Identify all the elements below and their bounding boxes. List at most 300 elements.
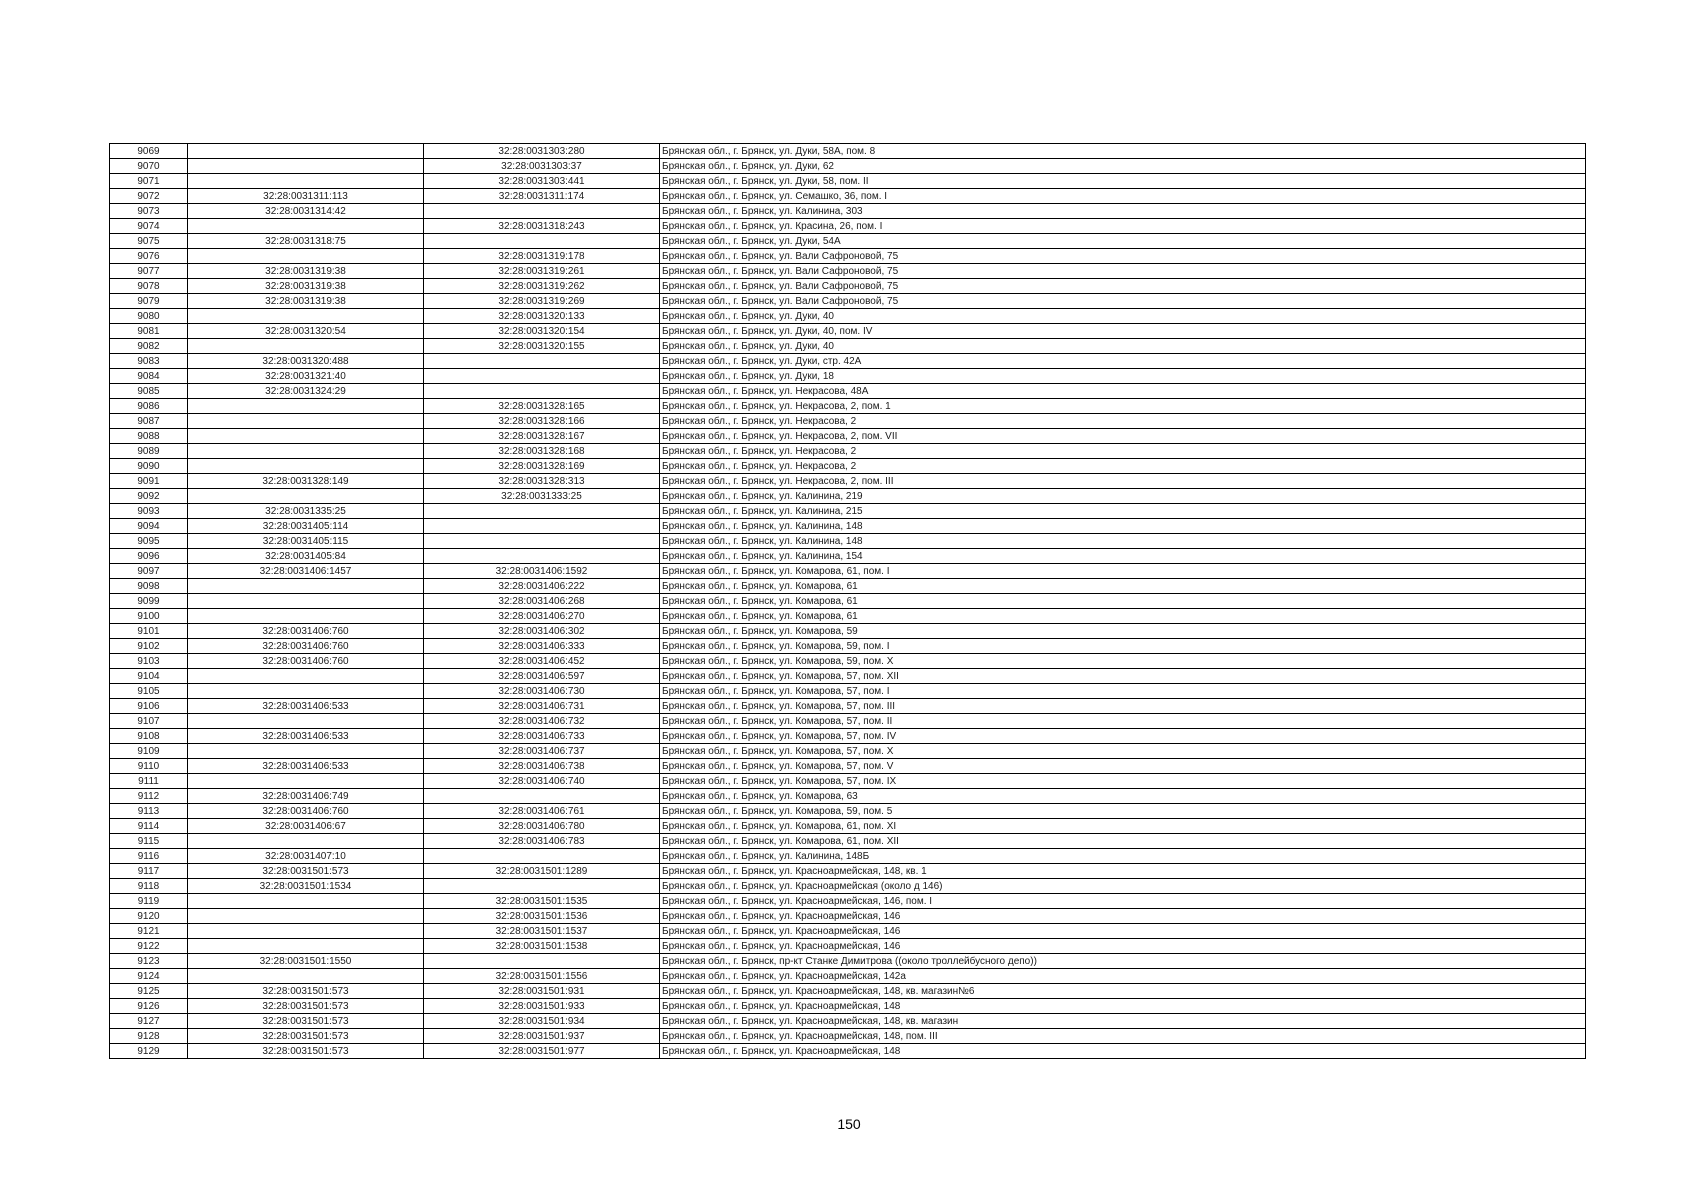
- row-number-cell: 9120: [110, 909, 188, 924]
- table-row: [110, 699, 1586, 714]
- address-cell: Брянская обл., г. Брянск, ул. Калинина, 219: [660, 489, 1586, 504]
- row-number-cell: 9107: [110, 714, 188, 729]
- table-row: [110, 894, 1586, 909]
- parcel-cadastral-number-cell: 32:28:0031406:760: [188, 804, 424, 819]
- parcel-cadastral-number-cell: 32:28:0031318:75: [188, 234, 424, 249]
- table-row: [110, 834, 1586, 849]
- premises-cadastral-number-cell: [424, 849, 660, 864]
- premises-cadastral-number-cell: [424, 354, 660, 369]
- row-number-cell: 9119: [110, 894, 188, 909]
- table-row: [110, 819, 1586, 834]
- table-row: [110, 744, 1586, 759]
- table-row: [110, 159, 1586, 174]
- premises-cadastral-number-cell: 32:28:0031501:931: [424, 984, 660, 999]
- parcel-cadastral-number-cell: [188, 894, 424, 909]
- parcel-cadastral-number-cell: 32:28:0031405:114: [188, 519, 424, 534]
- parcel-cadastral-number-cell: [188, 444, 424, 459]
- parcel-cadastral-number-cell: [188, 429, 424, 444]
- parcel-cadastral-number-cell: 32:28:0031406:760: [188, 624, 424, 639]
- table-row: [110, 969, 1586, 984]
- row-number-cell: 9125: [110, 984, 188, 999]
- row-number-cell: 9096: [110, 549, 188, 564]
- premises-cadastral-number-cell: 32:28:0031328:168: [424, 444, 660, 459]
- parcel-cadastral-number-cell: [188, 459, 424, 474]
- premises-cadastral-number-cell: 32:28:0031501:1537: [424, 924, 660, 939]
- table-row: [110, 849, 1586, 864]
- row-number-cell: 9078: [110, 279, 188, 294]
- row-number-cell: 9085: [110, 384, 188, 399]
- row-number-cell: 9112: [110, 789, 188, 804]
- premises-cadastral-number-cell: 32:28:0031303:37: [424, 159, 660, 174]
- table-row: [110, 219, 1586, 234]
- premises-cadastral-number-cell: 32:28:0031406:761: [424, 804, 660, 819]
- address-cell: Брянская обл., г. Брянск, ул. Комарова, 63: [660, 789, 1586, 804]
- premises-cadastral-number-cell: 32:28:0031406:597: [424, 669, 660, 684]
- table-row: [110, 984, 1586, 999]
- row-number-cell: 9071: [110, 174, 188, 189]
- premises-cadastral-number-cell: 32:28:0031319:269: [424, 294, 660, 309]
- table-row: [110, 759, 1586, 774]
- row-number-cell: 9121: [110, 924, 188, 939]
- address-cell: Брянская обл., г. Брянск, ул. Калинина, 148Б: [660, 849, 1586, 864]
- table-row: [110, 249, 1586, 264]
- parcel-cadastral-number-cell: [188, 159, 424, 174]
- row-number-cell: 9108: [110, 729, 188, 744]
- parcel-cadastral-number-cell: [188, 174, 424, 189]
- address-cell: Брянская обл., г. Брянск, ул. Красноармейская (около д 146): [660, 879, 1586, 894]
- row-number-cell: 9101: [110, 624, 188, 639]
- table-row: [110, 909, 1586, 924]
- address-cell: Брянская обл., г. Брянск, ул. Комарова, 57, пом. V: [660, 759, 1586, 774]
- address-cell: Брянская обл., г. Брянск, ул. Красноармейская, 148, пом. III: [660, 1029, 1586, 1044]
- row-number-cell: 9124: [110, 969, 188, 984]
- table-row: [110, 264, 1586, 279]
- address-cell: Брянская обл., г. Брянск, ул. Некрасова, 2: [660, 444, 1586, 459]
- table-row: [110, 279, 1586, 294]
- parcel-cadastral-number-cell: [188, 909, 424, 924]
- register-table: [109, 143, 1586, 1059]
- parcel-cadastral-number-cell: 32:28:0031319:38: [188, 264, 424, 279]
- parcel-cadastral-number-cell: 32:28:0031406:749: [188, 789, 424, 804]
- premises-cadastral-number-cell: 32:28:0031501:1538: [424, 939, 660, 954]
- table-row: [110, 639, 1586, 654]
- table-row: [110, 189, 1586, 204]
- parcel-cadastral-number-cell: 32:28:0031405:115: [188, 534, 424, 549]
- table-row: [110, 1044, 1586, 1059]
- premises-cadastral-number-cell: 32:28:0031501:937: [424, 1029, 660, 1044]
- parcel-cadastral-number-cell: 32:28:0031321:40: [188, 369, 424, 384]
- row-number-cell: 9104: [110, 669, 188, 684]
- address-cell: Брянская обл., г. Брянск, ул. Калинина, 148: [660, 534, 1586, 549]
- address-cell: Брянская обл., г. Брянск, ул. Некрасова, 2: [660, 459, 1586, 474]
- row-number-cell: 9087: [110, 414, 188, 429]
- premises-cadastral-number-cell: [424, 369, 660, 384]
- address-cell: Брянская обл., г. Брянск, пр-кт Станке Димитрова ((около троллейбусного депо)): [660, 954, 1586, 969]
- premises-cadastral-number-cell: 32:28:0031406:733: [424, 729, 660, 744]
- row-number-cell: 9105: [110, 684, 188, 699]
- parcel-cadastral-number-cell: 32:28:0031501:1550: [188, 954, 424, 969]
- premises-cadastral-number-cell: 32:28:0031406:222: [424, 579, 660, 594]
- table-row: [110, 339, 1586, 354]
- parcel-cadastral-number-cell: [188, 834, 424, 849]
- table-row: [110, 384, 1586, 399]
- row-number-cell: 9122: [110, 939, 188, 954]
- row-number-cell: 9088: [110, 429, 188, 444]
- parcel-cadastral-number-cell: [188, 579, 424, 594]
- address-cell: Брянская обл., г. Брянск, ул. Дуки, 58А, пом. 8: [660, 144, 1586, 159]
- address-cell: Брянская обл., г. Брянск, ул. Красноармейская, 146: [660, 909, 1586, 924]
- address-cell: Брянская обл., г. Брянск, ул. Дуки, 40, пом. IV: [660, 324, 1586, 339]
- row-number-cell: 9070: [110, 159, 188, 174]
- premises-cadastral-number-cell: 32:28:0031406:738: [424, 759, 660, 774]
- parcel-cadastral-number-cell: 32:28:0031407:10: [188, 849, 424, 864]
- table-row: [110, 234, 1586, 249]
- premises-cadastral-number-cell: 32:28:0031406:732: [424, 714, 660, 729]
- address-cell: Брянская обл., г. Брянск, ул. Дуки, 62: [660, 159, 1586, 174]
- parcel-cadastral-number-cell: [188, 249, 424, 264]
- premises-cadastral-number-cell: 32:28:0031406:452: [424, 654, 660, 669]
- parcel-cadastral-number-cell: 32:28:0031501:573: [188, 1029, 424, 1044]
- address-cell: Брянская обл., г. Брянск, ул. Вали Сафроновой, 75: [660, 294, 1586, 309]
- parcel-cadastral-number-cell: [188, 144, 424, 159]
- parcel-cadastral-number-cell: [188, 744, 424, 759]
- parcel-cadastral-number-cell: 32:28:0031314:42: [188, 204, 424, 219]
- page-number: 150: [837, 1116, 861, 1132]
- parcel-cadastral-number-cell: [188, 924, 424, 939]
- address-cell: Брянская обл., г. Брянск, ул. Калинина, 148: [660, 519, 1586, 534]
- parcel-cadastral-number-cell: 32:28:0031319:38: [188, 279, 424, 294]
- address-cell: Брянская обл., г. Брянск, ул. Красноармейская, 142а: [660, 969, 1586, 984]
- parcel-cadastral-number-cell: 32:28:0031501:573: [188, 1044, 424, 1059]
- table-row: [110, 354, 1586, 369]
- premises-cadastral-number-cell: [424, 504, 660, 519]
- row-number-cell: 9115: [110, 834, 188, 849]
- table-row: [110, 519, 1586, 534]
- address-cell: Брянская обл., г. Брянск, ул. Дуки, стр. 42А: [660, 354, 1586, 369]
- table-row: [110, 564, 1586, 579]
- premises-cadastral-number-cell: 32:28:0031501:933: [424, 999, 660, 1014]
- row-number-cell: 9072: [110, 189, 188, 204]
- address-cell: Брянская обл., г. Брянск, ул. Комарова, 59: [660, 624, 1586, 639]
- parcel-cadastral-number-cell: 32:28:0031501:573: [188, 1014, 424, 1029]
- table-row: [110, 999, 1586, 1014]
- table-row: [110, 804, 1586, 819]
- table-row: [110, 609, 1586, 624]
- parcel-cadastral-number-cell: 32:28:0031501:1534: [188, 879, 424, 894]
- premises-cadastral-number-cell: [424, 384, 660, 399]
- parcel-cadastral-number-cell: [188, 219, 424, 234]
- address-cell: Брянская обл., г. Брянск, ул. Дуки, 40: [660, 309, 1586, 324]
- parcel-cadastral-number-cell: [188, 969, 424, 984]
- table-row: [110, 324, 1586, 339]
- parcel-cadastral-number-cell: [188, 774, 424, 789]
- premises-cadastral-number-cell: 32:28:0031328:167: [424, 429, 660, 444]
- table-row: [110, 429, 1586, 444]
- address-cell: Брянская обл., г. Брянск, ул. Калинина, 154: [660, 549, 1586, 564]
- row-number-cell: 9093: [110, 504, 188, 519]
- parcel-cadastral-number-cell: 32:28:0031406:533: [188, 759, 424, 774]
- address-cell: Брянская обл., г. Брянск, ул. Вали Сафроновой, 75: [660, 264, 1586, 279]
- premises-cadastral-number-cell: 32:28:0031328:169: [424, 459, 660, 474]
- address-cell: Брянская обл., г. Брянск, ул. Комарова, 57, пом. II: [660, 714, 1586, 729]
- premises-cadastral-number-cell: 32:28:0031501:1535: [424, 894, 660, 909]
- premises-cadastral-number-cell: 32:28:0031406:740: [424, 774, 660, 789]
- address-cell: Брянская обл., г. Брянск, ул. Комарова, 57, пом. XII: [660, 669, 1586, 684]
- row-number-cell: 9098: [110, 579, 188, 594]
- parcel-cadastral-number-cell: [188, 339, 424, 354]
- address-cell: Брянская обл., г. Брянск, ул. Комарова, 57, пом. III: [660, 699, 1586, 714]
- premises-cadastral-number-cell: 32:28:0031406:302: [424, 624, 660, 639]
- row-number-cell: 9126: [110, 999, 188, 1014]
- premises-cadastral-number-cell: 32:28:0031303:280: [424, 144, 660, 159]
- table-row: [110, 504, 1586, 519]
- table-row: [110, 789, 1586, 804]
- premises-cadastral-number-cell: 32:28:0031333:25: [424, 489, 660, 504]
- premises-cadastral-number-cell: 32:28:0031328:165: [424, 399, 660, 414]
- address-cell: Брянская обл., г. Брянск, ул. Красноармейская, 148, кв. 1: [660, 864, 1586, 879]
- row-number-cell: 9084: [110, 369, 188, 384]
- row-number-cell: 9117: [110, 864, 188, 879]
- address-cell: Брянская обл., г. Брянск, ул. Комарова, 61, пом. I: [660, 564, 1586, 579]
- parcel-cadastral-number-cell: [188, 939, 424, 954]
- table-row: [110, 864, 1586, 879]
- premises-cadastral-number-cell: 32:28:0031328:166: [424, 414, 660, 429]
- parcel-cadastral-number-cell: 32:28:0031328:149: [188, 474, 424, 489]
- row-number-cell: 9090: [110, 459, 188, 474]
- parcel-cadastral-number-cell: 32:28:0031320:488: [188, 354, 424, 369]
- row-number-cell: 9111: [110, 774, 188, 789]
- table-row: [110, 879, 1586, 894]
- table-row: [110, 474, 1586, 489]
- table-row: [110, 954, 1586, 969]
- address-cell: Брянская обл., г. Брянск, ул. Дуки, 54А: [660, 234, 1586, 249]
- register-body: [110, 144, 1586, 1059]
- premises-cadastral-number-cell: [424, 789, 660, 804]
- table-row: [110, 939, 1586, 954]
- address-cell: Брянская обл., г. Брянск, ул. Некрасова, 2, пом. VII: [660, 429, 1586, 444]
- premises-cadastral-number-cell: 32:28:0031406:333: [424, 639, 660, 654]
- parcel-cadastral-number-cell: [188, 684, 424, 699]
- premises-cadastral-number-cell: 32:28:0031406:270: [424, 609, 660, 624]
- premises-cadastral-number-cell: 32:28:0031406:1592: [424, 564, 660, 579]
- address-cell: Брянская обл., г. Брянск, ул. Комарова, 57, пом. IX: [660, 774, 1586, 789]
- address-cell: Брянская обл., г. Брянск, ул. Комарова, 61, пом. XI: [660, 819, 1586, 834]
- premises-cadastral-number-cell: [424, 534, 660, 549]
- parcel-cadastral-number-cell: 32:28:0031501:573: [188, 864, 424, 879]
- row-number-cell: 9106: [110, 699, 188, 714]
- address-cell: Брянская обл., г. Брянск, ул. Семашко, 36, пом. I: [660, 189, 1586, 204]
- row-number-cell: 9094: [110, 519, 188, 534]
- premises-cadastral-number-cell: 32:28:0031406:783: [424, 834, 660, 849]
- row-number-cell: 9099: [110, 594, 188, 609]
- parcel-cadastral-number-cell: 32:28:0031501:573: [188, 999, 424, 1014]
- premises-cadastral-number-cell: [424, 549, 660, 564]
- premises-cadastral-number-cell: 32:28:0031320:133: [424, 309, 660, 324]
- table-row: [110, 174, 1586, 189]
- row-number-cell: 9100: [110, 609, 188, 624]
- address-cell: Брянская обл., г. Брянск, ул. Комарова, 61: [660, 609, 1586, 624]
- address-cell: Брянская обл., г. Брянск, ул. Красноармейская, 148: [660, 999, 1586, 1014]
- table-row: [110, 1029, 1586, 1044]
- row-number-cell: 9076: [110, 249, 188, 264]
- row-number-cell: 9075: [110, 234, 188, 249]
- address-cell: Брянская обл., г. Брянск, ул. Красноармейская, 146: [660, 924, 1586, 939]
- parcel-cadastral-number-cell: [188, 414, 424, 429]
- row-number-cell: 9110: [110, 759, 188, 774]
- premises-cadastral-number-cell: 32:28:0031501:1536: [424, 909, 660, 924]
- row-number-cell: 9109: [110, 744, 188, 759]
- table-row: [110, 549, 1586, 564]
- table-row: [110, 774, 1586, 789]
- premises-cadastral-number-cell: 32:28:0031406:737: [424, 744, 660, 759]
- row-number-cell: 9089: [110, 444, 188, 459]
- table-row: [110, 729, 1586, 744]
- parcel-cadastral-number-cell: 32:28:0031406:533: [188, 699, 424, 714]
- premises-cadastral-number-cell: 32:28:0031320:155: [424, 339, 660, 354]
- premises-cadastral-number-cell: 32:28:0031319:178: [424, 249, 660, 264]
- parcel-cadastral-number-cell: 32:28:0031319:38: [188, 294, 424, 309]
- row-number-cell: 9082: [110, 339, 188, 354]
- address-cell: Брянская обл., г. Брянск, ул. Комарова, 59, пом. 5: [660, 804, 1586, 819]
- address-cell: Брянская обл., г. Брянск, ул. Калинина, 215: [660, 504, 1586, 519]
- address-cell: Брянская обл., г. Брянск, ул. Комарова, 57, пом. IV: [660, 729, 1586, 744]
- table-row: [110, 309, 1586, 324]
- parcel-cadastral-number-cell: 32:28:0031324:29: [188, 384, 424, 399]
- address-cell: Брянская обл., г. Брянск, ул. Красноармейская, 148: [660, 1044, 1586, 1059]
- address-cell: Брянская обл., г. Брянск, ул. Дуки, 40: [660, 339, 1586, 354]
- table-row: [110, 924, 1586, 939]
- table-row: [110, 534, 1586, 549]
- address-cell: Брянская обл., г. Брянск, ул. Красноармейская, 148, кв. магазин: [660, 1014, 1586, 1029]
- row-number-cell: 9102: [110, 639, 188, 654]
- premises-cadastral-number-cell: 32:28:0031320:154: [424, 324, 660, 339]
- premises-cadastral-number-cell: [424, 519, 660, 534]
- row-number-cell: 9086: [110, 399, 188, 414]
- parcel-cadastral-number-cell: 32:28:0031320:54: [188, 324, 424, 339]
- address-cell: Брянская обл., г. Брянск, ул. Дуки, 58, пом. II: [660, 174, 1586, 189]
- parcel-cadastral-number-cell: 32:28:0031406:760: [188, 639, 424, 654]
- table-row: [110, 444, 1586, 459]
- parcel-cadastral-number-cell: [188, 609, 424, 624]
- address-cell: Брянская обл., г. Брянск, ул. Некрасова, 2: [660, 414, 1586, 429]
- premises-cadastral-number-cell: 32:28:0031311:174: [424, 189, 660, 204]
- table-row: [110, 624, 1586, 639]
- row-number-cell: 9069: [110, 144, 188, 159]
- premises-cadastral-number-cell: [424, 879, 660, 894]
- premises-cadastral-number-cell: 32:28:0031406:780: [424, 819, 660, 834]
- row-number-cell: 9091: [110, 474, 188, 489]
- row-number-cell: 9092: [110, 489, 188, 504]
- address-cell: Брянская обл., г. Брянск, ул. Комарова, 57, пом. I: [660, 684, 1586, 699]
- parcel-cadastral-number-cell: 32:28:0031405:84: [188, 549, 424, 564]
- row-number-cell: 9114: [110, 819, 188, 834]
- address-cell: Брянская обл., г. Брянск, ул. Некрасова, 2, пом. 1: [660, 399, 1586, 414]
- address-cell: Брянская обл., г. Брянск, ул. Красноармейская, 148, кв. магазин№6: [660, 984, 1586, 999]
- table-row: [110, 669, 1586, 684]
- table-row: [110, 594, 1586, 609]
- address-cell: Брянская обл., г. Брянск, ул. Некрасова, 48А: [660, 384, 1586, 399]
- premises-cadastral-number-cell: 32:28:0031501:977: [424, 1044, 660, 1059]
- premises-cadastral-number-cell: 32:28:0031406:731: [424, 699, 660, 714]
- table-row: [110, 369, 1586, 384]
- parcel-cadastral-number-cell: [188, 489, 424, 504]
- address-cell: Брянская обл., г. Брянск, ул. Комарова, 59, пом. X: [660, 654, 1586, 669]
- row-number-cell: 9129: [110, 1044, 188, 1059]
- premises-cadastral-number-cell: [424, 234, 660, 249]
- table-row: [110, 684, 1586, 699]
- premises-cadastral-number-cell: 32:28:0031501:934: [424, 1014, 660, 1029]
- address-cell: Брянская обл., г. Брянск, ул. Калинина, 303: [660, 204, 1586, 219]
- table-row: [110, 294, 1586, 309]
- row-number-cell: 9097: [110, 564, 188, 579]
- address-cell: Брянская обл., г. Брянск, ул. Комарова, 59, пом. I: [660, 639, 1586, 654]
- premises-cadastral-number-cell: 32:28:0031406:268: [424, 594, 660, 609]
- parcel-cadastral-number-cell: 32:28:0031335:25: [188, 504, 424, 519]
- parcel-cadastral-number-cell: 32:28:0031406:533: [188, 729, 424, 744]
- table-row: [110, 399, 1586, 414]
- table-row: [110, 204, 1586, 219]
- row-number-cell: 9123: [110, 954, 188, 969]
- parcel-cadastral-number-cell: [188, 309, 424, 324]
- address-cell: Брянская обл., г. Брянск, ул. Красноармейская, 146: [660, 939, 1586, 954]
- premises-cadastral-number-cell: [424, 204, 660, 219]
- table-row: [110, 459, 1586, 474]
- parcel-cadastral-number-cell: 32:28:0031311:113: [188, 189, 424, 204]
- row-number-cell: 9081: [110, 324, 188, 339]
- row-number-cell: 9127: [110, 1014, 188, 1029]
- premises-cadastral-number-cell: 32:28:0031328:313: [424, 474, 660, 489]
- table-row: [110, 1014, 1586, 1029]
- address-cell: Брянская обл., г. Брянск, ул. Вали Сафроновой, 75: [660, 279, 1586, 294]
- premises-cadastral-number-cell: 32:28:0031501:1289: [424, 864, 660, 879]
- table-row: [110, 489, 1586, 504]
- address-cell: Брянская обл., г. Брянск, ул. Комарова, 61: [660, 594, 1586, 609]
- premises-cadastral-number-cell: 32:28:0031406:730: [424, 684, 660, 699]
- table-row: [110, 144, 1586, 159]
- premises-cadastral-number-cell: 32:28:0031318:243: [424, 219, 660, 234]
- row-number-cell: 9074: [110, 219, 188, 234]
- row-number-cell: 9095: [110, 534, 188, 549]
- address-cell: Брянская обл., г. Брянск, ул. Дуки, 18: [660, 369, 1586, 384]
- row-number-cell: 9079: [110, 294, 188, 309]
- row-number-cell: 9118: [110, 879, 188, 894]
- table-row: [110, 714, 1586, 729]
- address-cell: Брянская обл., г. Брянск, ул. Вали Сафроновой, 75: [660, 249, 1586, 264]
- table-row: [110, 414, 1586, 429]
- row-number-cell: 9077: [110, 264, 188, 279]
- row-number-cell: 9073: [110, 204, 188, 219]
- premises-cadastral-number-cell: 32:28:0031319:261: [424, 264, 660, 279]
- parcel-cadastral-number-cell: 32:28:0031406:1457: [188, 564, 424, 579]
- row-number-cell: 9080: [110, 309, 188, 324]
- parcel-cadastral-number-cell: [188, 714, 424, 729]
- premises-cadastral-number-cell: 32:28:0031319:262: [424, 279, 660, 294]
- address-cell: Брянская обл., г. Брянск, ул. Красноармейская, 146, пом. I: [660, 894, 1586, 909]
- parcel-cadastral-number-cell: [188, 399, 424, 414]
- row-number-cell: 9113: [110, 804, 188, 819]
- premises-cadastral-number-cell: [424, 954, 660, 969]
- premises-cadastral-number-cell: 32:28:0031303:441: [424, 174, 660, 189]
- premises-cadastral-number-cell: 32:28:0031501:1556: [424, 969, 660, 984]
- address-cell: Брянская обл., г. Брянск, ул. Комарова, 57, пом. X: [660, 744, 1586, 759]
- row-number-cell: 9103: [110, 654, 188, 669]
- address-cell: Брянская обл., г. Брянск, ул. Комарова, 61, пом. XII: [660, 834, 1586, 849]
- parcel-cadastral-number-cell: [188, 594, 424, 609]
- table-row: [110, 579, 1586, 594]
- table-row: [110, 654, 1586, 669]
- row-number-cell: 9116: [110, 849, 188, 864]
- parcel-cadastral-number-cell: 32:28:0031406:67: [188, 819, 424, 834]
